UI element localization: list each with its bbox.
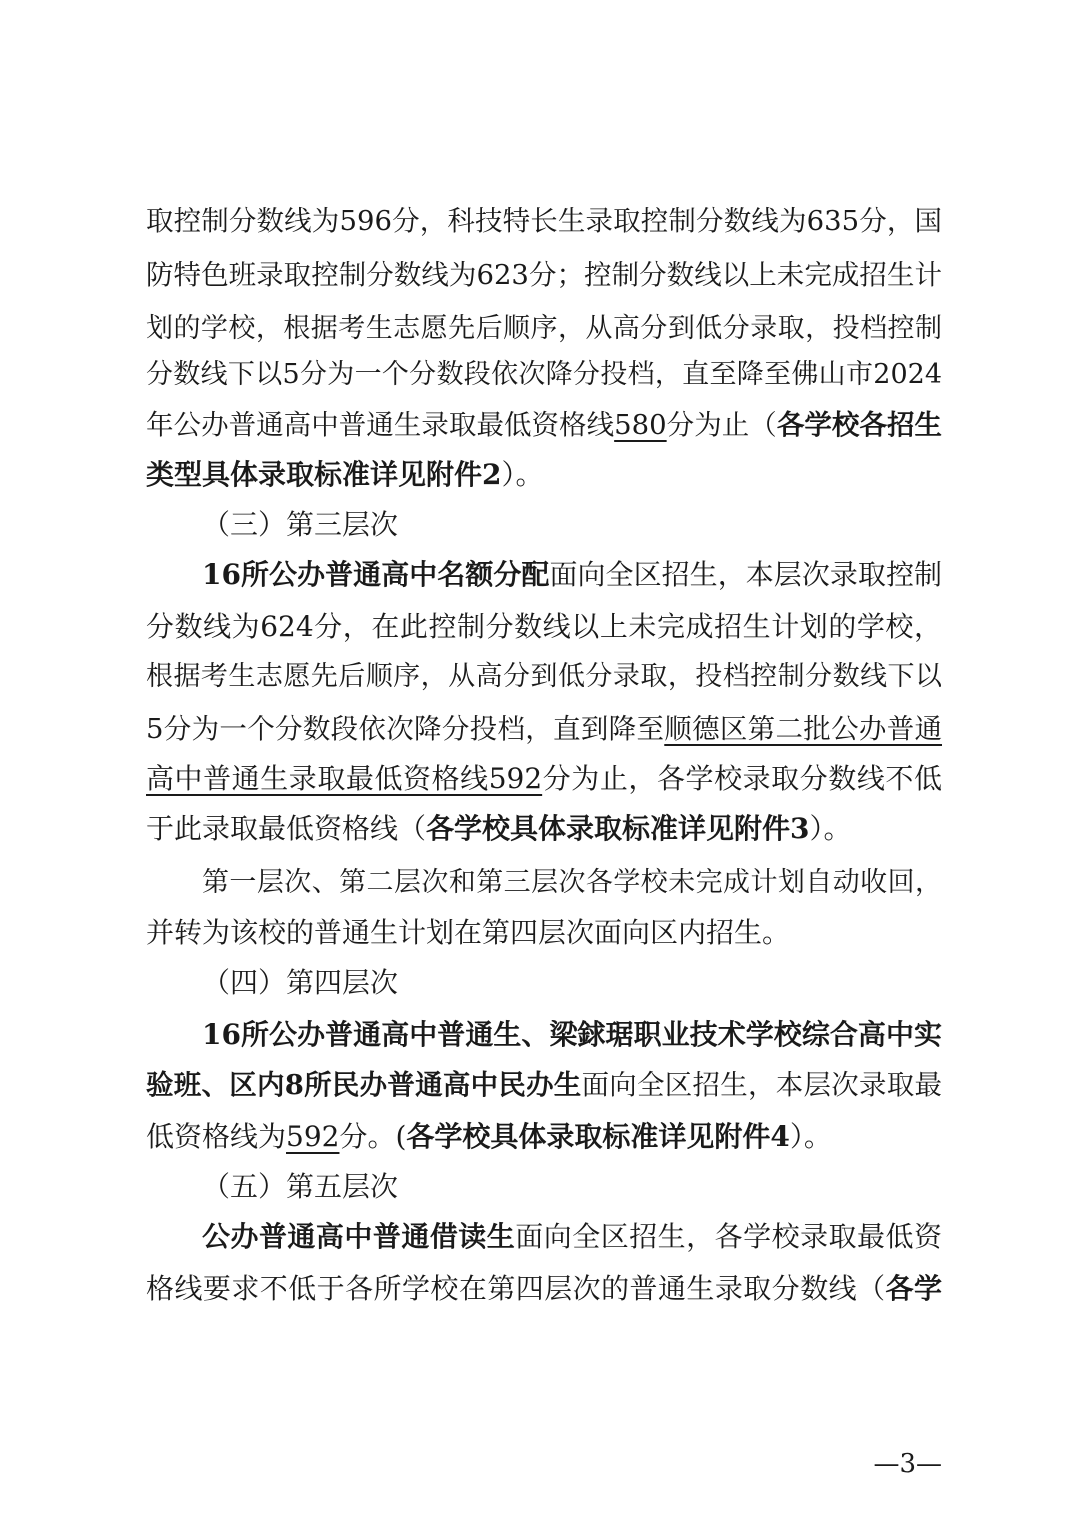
text-line-9: 根据考生志愿先后顺序，从高分到低分录取，投档控制分数线下以 (146, 661, 942, 692)
underlined-second-batch-score-592: 高中普通生录取最低资格线592 (146, 762, 543, 795)
text-line-13: 第一层次、第二层次和第三层次各学校未完成计划自动收回， (202, 867, 942, 898)
text-line-16: 验班、区内8所民办普通高中民办生面向全区招生，本层次录取最 (146, 1069, 943, 1101)
text-line-1: 取控制分数线为596分，科技特长生录取控制分数线为635分，国 (146, 205, 942, 237)
underlined-second-batch-start: 顺德区第二批公办普通 (664, 713, 942, 745)
text-line-12: 于此录取最低资格线（各学校具体录取标准详见附件3）。 (146, 812, 852, 845)
text-line-15: 16所公办普通高中普通生、梁銶琚职业技术学校综合高中实 (202, 1018, 942, 1051)
text-line-8: 分数线为624分，在此控制分数线以上未完成招生计划的学校， (146, 610, 942, 643)
bold-reference-attachment-5-start: 各学 (885, 1272, 942, 1305)
bold-reference-attachment-2: 类型具体录取标准详见附件2 (146, 458, 502, 491)
text-line-7: 16所公办普通高中名额分配面向全区招生，本层次录取控制 (202, 558, 942, 591)
page-number: —3— (873, 1449, 942, 1479)
bold-transfer-students: 公办普通高中普通借读生 (202, 1220, 516, 1253)
text-line-6: 类型具体录取标准详见附件2）。 (146, 458, 544, 491)
text-line-17: 低资格线为592分。(各学校具体录取标准详见附件4）。 (146, 1120, 832, 1153)
text-line-11: 高中普通生录取最低资格线592分为止，各学校录取分数线不低 (146, 762, 942, 795)
text-line-2: 防特色班录取控制分数线为623分；控制分数线以上未完成招生计 (146, 259, 942, 291)
text-line-4: 分数线下以5分为一个分数段依次降分投档，直至降至佛山市2024 (146, 359, 942, 390)
bold-private-schools: 验班、区内8所民办普通高中民办生 (146, 1069, 582, 1101)
bold-quota-allocation: 16所公办普通高中名额分配 (202, 558, 550, 591)
text-line-19: 格线要求不低于各所学校在第四层次的普通生录取分数线（各学 (146, 1272, 942, 1305)
text-line-3: 划的学校，根据考生志愿先后顺序，从高分到低分录取，投档控制 (146, 313, 942, 344)
text-line-14: 并转为该校的普通生计划在第四层次面向区内招生。 (146, 916, 791, 949)
text-line-5: 年公办普通高中普通生录取最低资格线580分为止（各学校各招生 (146, 409, 943, 441)
bold-reference-attachment-2-start: 各学校各招生 (776, 409, 943, 441)
bold-reference-attachment-3: 各学校具体录取标准详见附件3 (426, 812, 810, 845)
section-heading-5: （五）第五层次 (202, 1170, 399, 1203)
text-line-18: 公办普通高中普通借读生面向全区招生，各学校录取最低资 (202, 1220, 942, 1253)
section-heading-4: （四）第四层次 (202, 966, 399, 999)
bold-reference-attachment-4: 各学校具体录取标准详见附件4 (406, 1120, 790, 1153)
text-line-10: 5分为一个分数段依次降分投档，直到降至顺德区第二批公办普通 (146, 713, 942, 745)
section-heading-3: （三）第三层次 (202, 508, 399, 541)
underlined-score-592: 592 (286, 1120, 340, 1153)
underlined-score-580: 580 (614, 409, 667, 441)
